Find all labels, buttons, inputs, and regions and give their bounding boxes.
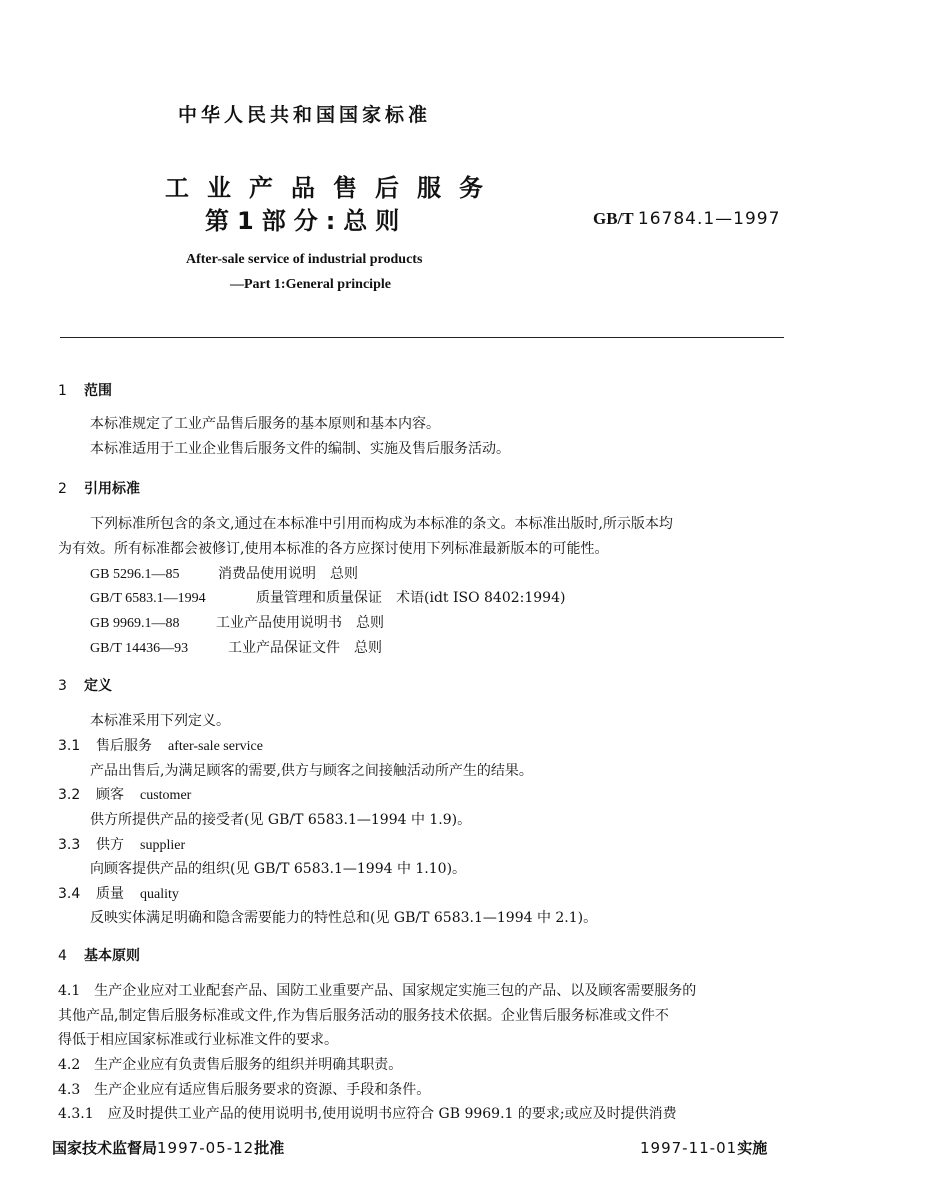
definition-heading: 3.4 质量 quality xyxy=(58,886,179,902)
definition-heading: 3.2 顾客 customer xyxy=(58,787,192,803)
standard-code xyxy=(593,209,780,229)
clause-4-1-line-3: 得低于相应国家标准或行业标准文件的要求。 xyxy=(58,1032,338,1048)
section-2-intro-line-2: 为有效。所有标准都会被修订,使用本标准的各方应探讨使用下列标准最新版本的可能性。 xyxy=(58,541,609,557)
definition-text: 向顾客提供产品的组织(见 GB/T 6583.1—1994 中 1.10)。 xyxy=(90,861,467,877)
section-1-heading: 1 范围 xyxy=(58,383,112,399)
clause-4-1-line-1: 4.1 生产企业应对工业配套产品、国防工业重要产品、国家规定实施三包的产品、以及顾客需要服务的 xyxy=(58,983,697,999)
header-divider xyxy=(60,337,784,338)
english-subtitle: —Part 1:General principle xyxy=(230,277,391,292)
section-3-heading: 3 定义 xyxy=(58,678,112,694)
national-standard-heading: 中华人民共和国国家标准 xyxy=(178,104,432,126)
document-subtitle: 第1部分:总则 xyxy=(205,207,408,235)
document-title: 工业产品售后服务 xyxy=(165,174,501,202)
reference-item: GB 5296.1—85 消费品使用说明 总则 xyxy=(90,566,358,582)
approval-info: 国家技术监督局1997-05-12批准 xyxy=(52,1139,285,1157)
english-title: After-sale service of industrial products xyxy=(186,252,423,267)
section-2-heading: 2 引用标准 xyxy=(58,481,140,497)
clause-4-2: 4.2 生产企业应有负责售后服务的组织并明确其职责。 xyxy=(58,1057,403,1073)
definition-text: 反映实体满足明确和隐含需要能力的特性总和(见 GB/T 6583.1—1994 中 2.1)。 xyxy=(90,910,598,926)
reference-item: GB 9969.1—88 工业产品使用说明书 总则 xyxy=(90,615,384,631)
section-1-paragraph-1: 本标准规定了工业产品售后服务的基本原则和基本内容。 xyxy=(90,416,440,432)
clause-4-3-1: 4.3.1 应及时提供工业产品的使用说明书,使用说明书应符合 GB 9969.1 的要求;或应及时提供消费 xyxy=(58,1106,677,1122)
section-1-paragraph-2: 本标准适用于工业企业售后服务文件的编制、实施及售后服务活动。 xyxy=(90,441,510,457)
definition-heading: 3.1 售后服务 after-sale service xyxy=(58,738,263,754)
section-4-heading: 4 基本原则 xyxy=(58,948,140,964)
effective-info: 1997-11-01实施 xyxy=(640,1139,768,1157)
standard-code-prefix: GB/T xyxy=(593,209,634,228)
section-3-intro: 本标准采用下列定义。 xyxy=(90,713,230,729)
clause-4-3: 4.3 生产企业应有适应售后服务要求的资源、手段和条件。 xyxy=(58,1082,431,1098)
definition-text: 供方所提供产品的接受者(见 GB/T 6583.1—1994 中 1.9)。 xyxy=(90,812,472,828)
reference-item: GB/T 6583.1—1994 质量管理和质量保证 术语(idt ISO 8402:1994) xyxy=(90,590,566,606)
clause-4-1-line-2: 其他产品,制定售后服务标准或文件,作为售后服务活动的服务技术依据。企业售后服务标准或文件不 xyxy=(58,1008,669,1024)
definition-heading: 3.3 供方 supplier xyxy=(58,837,186,853)
reference-item: GB/T 14436—93 工业产品保证文件 总则 xyxy=(90,640,382,656)
section-2-intro-line-1: 下列标准所包含的条文,通过在本标准中引用而构成为本标准的条文。本标准出版时,所示版本均 xyxy=(90,516,673,532)
standard-code-number: 16784.1—1997 xyxy=(637,209,781,229)
definition-text: 产品出售后,为满足顾客的需要,供方与顾客之间接触活动所产生的结果。 xyxy=(90,763,533,779)
